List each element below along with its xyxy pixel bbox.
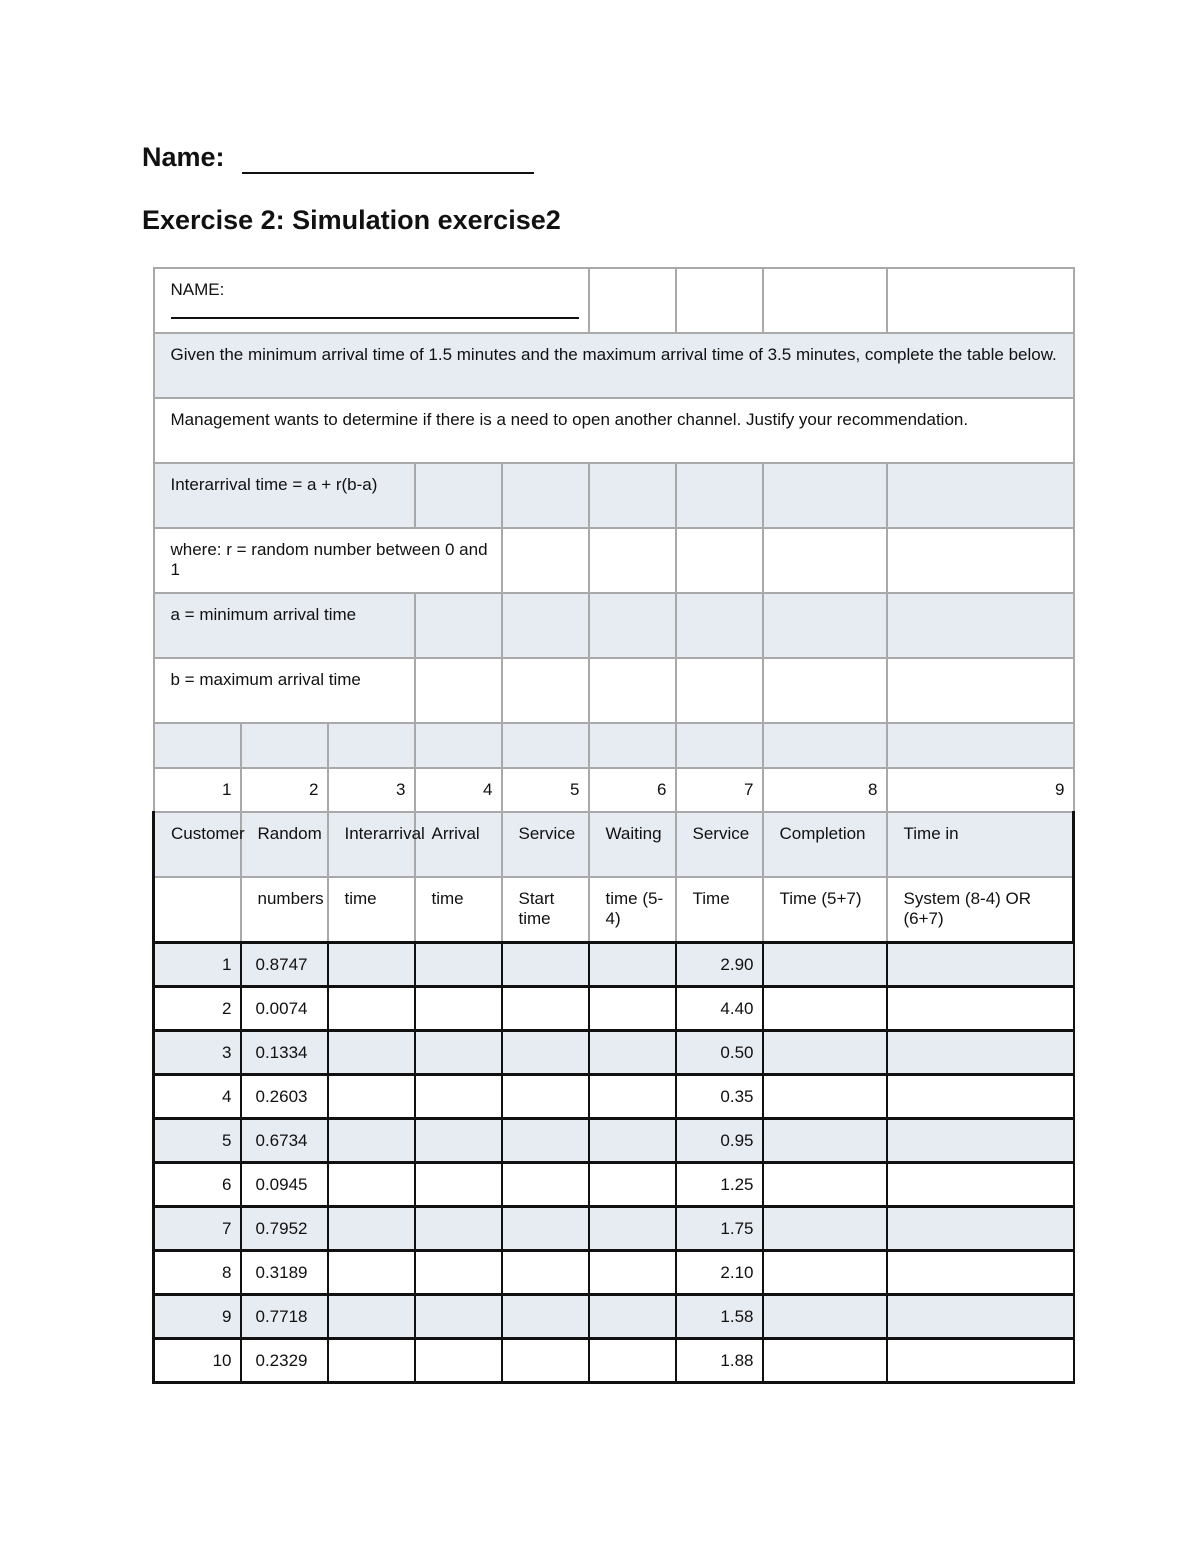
cell[interactable] <box>415 723 502 768</box>
column-subheader: numbers <box>241 877 328 942</box>
column-header: Completion <box>763 812 887 877</box>
column-number: 1 <box>154 768 241 812</box>
cell[interactable] <box>154 723 241 768</box>
column-header: Random <box>241 812 328 877</box>
cell[interactable] <box>676 593 763 658</box>
random-number: 0.7952 <box>241 1206 328 1250</box>
random-number: 0.0945 <box>241 1162 328 1206</box>
table-row <box>154 1030 1074 1074</box>
blank-row <box>154 723 1074 768</box>
column-header: Interarrival <box>328 812 415 877</box>
cell[interactable] <box>763 1074 887 1118</box>
cell[interactable] <box>502 1162 589 1206</box>
cell[interactable] <box>676 723 763 768</box>
cell[interactable] <box>763 1118 887 1162</box>
instruction-1: Given the minimum arrival time of 1.5 minutes and the maximum arrival time of 3.5 minutes, complete the table below. <box>154 333 1074 398</box>
cell[interactable] <box>502 1074 589 1118</box>
column-number: 6 <box>589 768 676 812</box>
cell[interactable] <box>589 1030 676 1074</box>
cell[interactable] <box>676 658 763 723</box>
name-blank-line[interactable] <box>242 172 534 174</box>
cell[interactable] <box>763 1294 887 1338</box>
cell[interactable] <box>502 942 589 986</box>
customer-number: 5 <box>154 1118 241 1162</box>
cell[interactable] <box>589 1338 676 1382</box>
customer-number: 6 <box>154 1162 241 1206</box>
where-a-text: a = minimum arrival time <box>154 593 415 658</box>
cell[interactable] <box>589 463 676 528</box>
cell[interactable] <box>763 942 887 986</box>
table-row <box>154 1074 1074 1118</box>
column-header: Service <box>502 812 589 877</box>
simulation-table <box>152 267 1075 1384</box>
cell[interactable] <box>763 986 887 1030</box>
cell[interactable] <box>887 268 1074 333</box>
column-subheader: Time (5+7) <box>763 877 887 942</box>
data-rows <box>154 942 1074 1382</box>
header-row-2 <box>154 877 1074 942</box>
where-r-text: where: r = random number between 0 and 1 <box>154 528 502 593</box>
formula-text: Interarrival time = a + r(b-a) <box>154 463 415 528</box>
cell[interactable] <box>589 942 676 986</box>
cell[interactable] <box>887 1030 1074 1074</box>
cell[interactable] <box>328 1338 415 1382</box>
cell[interactable] <box>763 1250 887 1294</box>
cell[interactable] <box>415 463 502 528</box>
column-number: 8 <box>763 768 887 812</box>
where-a-row <box>154 593 1074 658</box>
column-header: Arrival <box>415 812 502 877</box>
service-time: 2.10 <box>676 1250 763 1294</box>
cell[interactable] <box>887 1206 1074 1250</box>
cell[interactable] <box>887 723 1074 768</box>
cell[interactable] <box>415 1294 502 1338</box>
cell[interactable] <box>763 268 887 333</box>
cell[interactable] <box>415 1338 502 1382</box>
sheet-name-label: NAME: <box>170 280 225 299</box>
exercise-title: Exercise 2: Simulation exercise2 <box>142 205 561 235</box>
table-row <box>154 1338 1074 1382</box>
cell[interactable] <box>415 942 502 986</box>
name-cell[interactable] <box>154 268 589 333</box>
cell[interactable] <box>589 268 676 333</box>
table-row <box>154 942 1074 986</box>
random-number: 0.7718 <box>241 1294 328 1338</box>
table-row <box>154 1162 1074 1206</box>
random-number: 0.0074 <box>241 986 328 1030</box>
column-header: Customer <box>154 812 241 877</box>
instruction-row-2 <box>154 398 1074 463</box>
cell[interactable] <box>502 593 589 658</box>
cell[interactable] <box>415 593 502 658</box>
customer-number: 8 <box>154 1250 241 1294</box>
cell[interactable] <box>502 528 589 593</box>
customer-number: 1 <box>154 942 241 986</box>
cell[interactable] <box>241 723 328 768</box>
service-time: 2.90 <box>676 942 763 986</box>
table-row <box>154 1118 1074 1162</box>
column-subheader: Start time <box>502 877 589 942</box>
cell[interactable] <box>589 1118 676 1162</box>
customer-number: 4 <box>154 1074 241 1118</box>
cell[interactable] <box>589 986 676 1030</box>
cell[interactable] <box>502 1118 589 1162</box>
where-r-row <box>154 528 1074 593</box>
cell[interactable] <box>887 528 1074 593</box>
formula-row <box>154 463 1074 528</box>
service-time: 1.88 <box>676 1338 763 1382</box>
customer-number: 7 <box>154 1206 241 1250</box>
cell[interactable] <box>887 1074 1074 1118</box>
cell[interactable] <box>415 1118 502 1162</box>
column-header: Service <box>676 812 763 877</box>
cell[interactable] <box>502 723 589 768</box>
name-row <box>154 268 1074 333</box>
cell[interactable] <box>589 1206 676 1250</box>
customer-number: 10 <box>154 1338 241 1382</box>
cell[interactable] <box>763 1162 887 1206</box>
cell[interactable] <box>502 658 589 723</box>
column-subheader: System (8-4) OR (6+7) <box>887 877 1074 942</box>
column-subheader: time (5-4) <box>589 877 676 942</box>
cell[interactable] <box>589 593 676 658</box>
where-b-row <box>154 658 1074 723</box>
random-number: 0.2603 <box>241 1074 328 1118</box>
random-number: 0.8747 <box>241 942 328 986</box>
cell[interactable] <box>328 723 415 768</box>
column-subheader: time <box>415 877 502 942</box>
table-row <box>154 1250 1074 1294</box>
table-row <box>154 986 1074 1030</box>
customer-number: 9 <box>154 1294 241 1338</box>
cell[interactable] <box>763 1206 887 1250</box>
cell[interactable] <box>589 723 676 768</box>
column-number: 7 <box>676 768 763 812</box>
cell[interactable] <box>328 942 415 986</box>
cell[interactable] <box>763 658 887 723</box>
cell[interactable] <box>589 528 676 593</box>
column-number-row <box>154 768 1074 812</box>
cell[interactable] <box>887 986 1074 1030</box>
cell[interactable] <box>589 1162 676 1206</box>
cell[interactable] <box>763 463 887 528</box>
cell[interactable] <box>328 1074 415 1118</box>
cell[interactable] <box>763 528 887 593</box>
cell[interactable] <box>676 268 763 333</box>
column-subheader: Time <box>676 877 763 942</box>
sheet-name-underline <box>171 317 579 319</box>
random-number: 0.6734 <box>241 1118 328 1162</box>
column-number: 9 <box>887 768 1074 812</box>
cell[interactable] <box>887 1118 1074 1162</box>
cell[interactable] <box>763 1338 887 1382</box>
service-time: 0.95 <box>676 1118 763 1162</box>
name-label: Name: <box>142 142 225 172</box>
header-row-1 <box>154 812 1074 877</box>
cell[interactable] <box>502 1206 589 1250</box>
random-number: 0.1334 <box>241 1030 328 1074</box>
cell[interactable] <box>589 1074 676 1118</box>
cell[interactable] <box>415 658 502 723</box>
cell[interactable] <box>887 1162 1074 1206</box>
customer-number: 2 <box>154 986 241 1030</box>
cell[interactable] <box>589 658 676 723</box>
cell[interactable] <box>502 1030 589 1074</box>
cell[interactable] <box>415 1074 502 1118</box>
cell[interactable] <box>676 528 763 593</box>
random-number: 0.2329 <box>241 1338 328 1382</box>
service-time: 1.25 <box>676 1162 763 1206</box>
cell[interactable] <box>589 1294 676 1338</box>
random-number: 0.3189 <box>241 1250 328 1294</box>
cell[interactable] <box>676 463 763 528</box>
where-b-text: b = maximum arrival time <box>154 658 415 723</box>
column-number: 5 <box>502 768 589 812</box>
service-time: 1.75 <box>676 1206 763 1250</box>
cell[interactable] <box>328 1250 415 1294</box>
cell[interactable] <box>415 1250 502 1294</box>
service-time: 0.50 <box>676 1030 763 1074</box>
cell[interactable] <box>502 463 589 528</box>
service-time: 4.40 <box>676 986 763 1030</box>
customer-number: 3 <box>154 1030 241 1074</box>
instruction-2: Management wants to determine if there is a need to open another channel. Justify your recommendation. <box>154 398 1074 463</box>
cell[interactable] <box>502 1294 589 1338</box>
column-subheader <box>154 877 241 942</box>
column-number: 3 <box>328 768 415 812</box>
cell[interactable] <box>887 593 1074 658</box>
table-row <box>154 1206 1074 1250</box>
cell[interactable] <box>415 1206 502 1250</box>
cell[interactable] <box>415 986 502 1030</box>
cell[interactable] <box>763 723 887 768</box>
cell[interactable] <box>502 1250 589 1294</box>
cell[interactable] <box>887 658 1074 723</box>
cell[interactable] <box>415 1030 502 1074</box>
cell[interactable] <box>328 1206 415 1250</box>
cell[interactable] <box>887 1250 1074 1294</box>
cell[interactable] <box>328 1294 415 1338</box>
cell[interactable] <box>328 1118 415 1162</box>
cell[interactable] <box>887 1294 1074 1338</box>
cell[interactable] <box>328 1162 415 1206</box>
column-header: Waiting <box>589 812 676 877</box>
cell[interactable] <box>328 1030 415 1074</box>
column-number: 2 <box>241 768 328 812</box>
instruction-row-1 <box>154 333 1074 398</box>
cell[interactable] <box>887 463 1074 528</box>
table-row <box>154 1294 1074 1338</box>
cell[interactable] <box>887 942 1074 986</box>
column-header: Time in <box>887 812 1074 877</box>
cell[interactable] <box>415 1162 502 1206</box>
column-subheader: time <box>328 877 415 942</box>
service-time: 1.58 <box>676 1294 763 1338</box>
cell[interactable] <box>328 986 415 1030</box>
cell[interactable] <box>589 1250 676 1294</box>
cell[interactable] <box>502 986 589 1030</box>
cell[interactable] <box>763 593 887 658</box>
column-number: 4 <box>415 768 502 812</box>
service-time: 0.35 <box>676 1074 763 1118</box>
cell[interactable] <box>502 1338 589 1382</box>
cell[interactable] <box>887 1338 1074 1382</box>
cell[interactable] <box>763 1030 887 1074</box>
